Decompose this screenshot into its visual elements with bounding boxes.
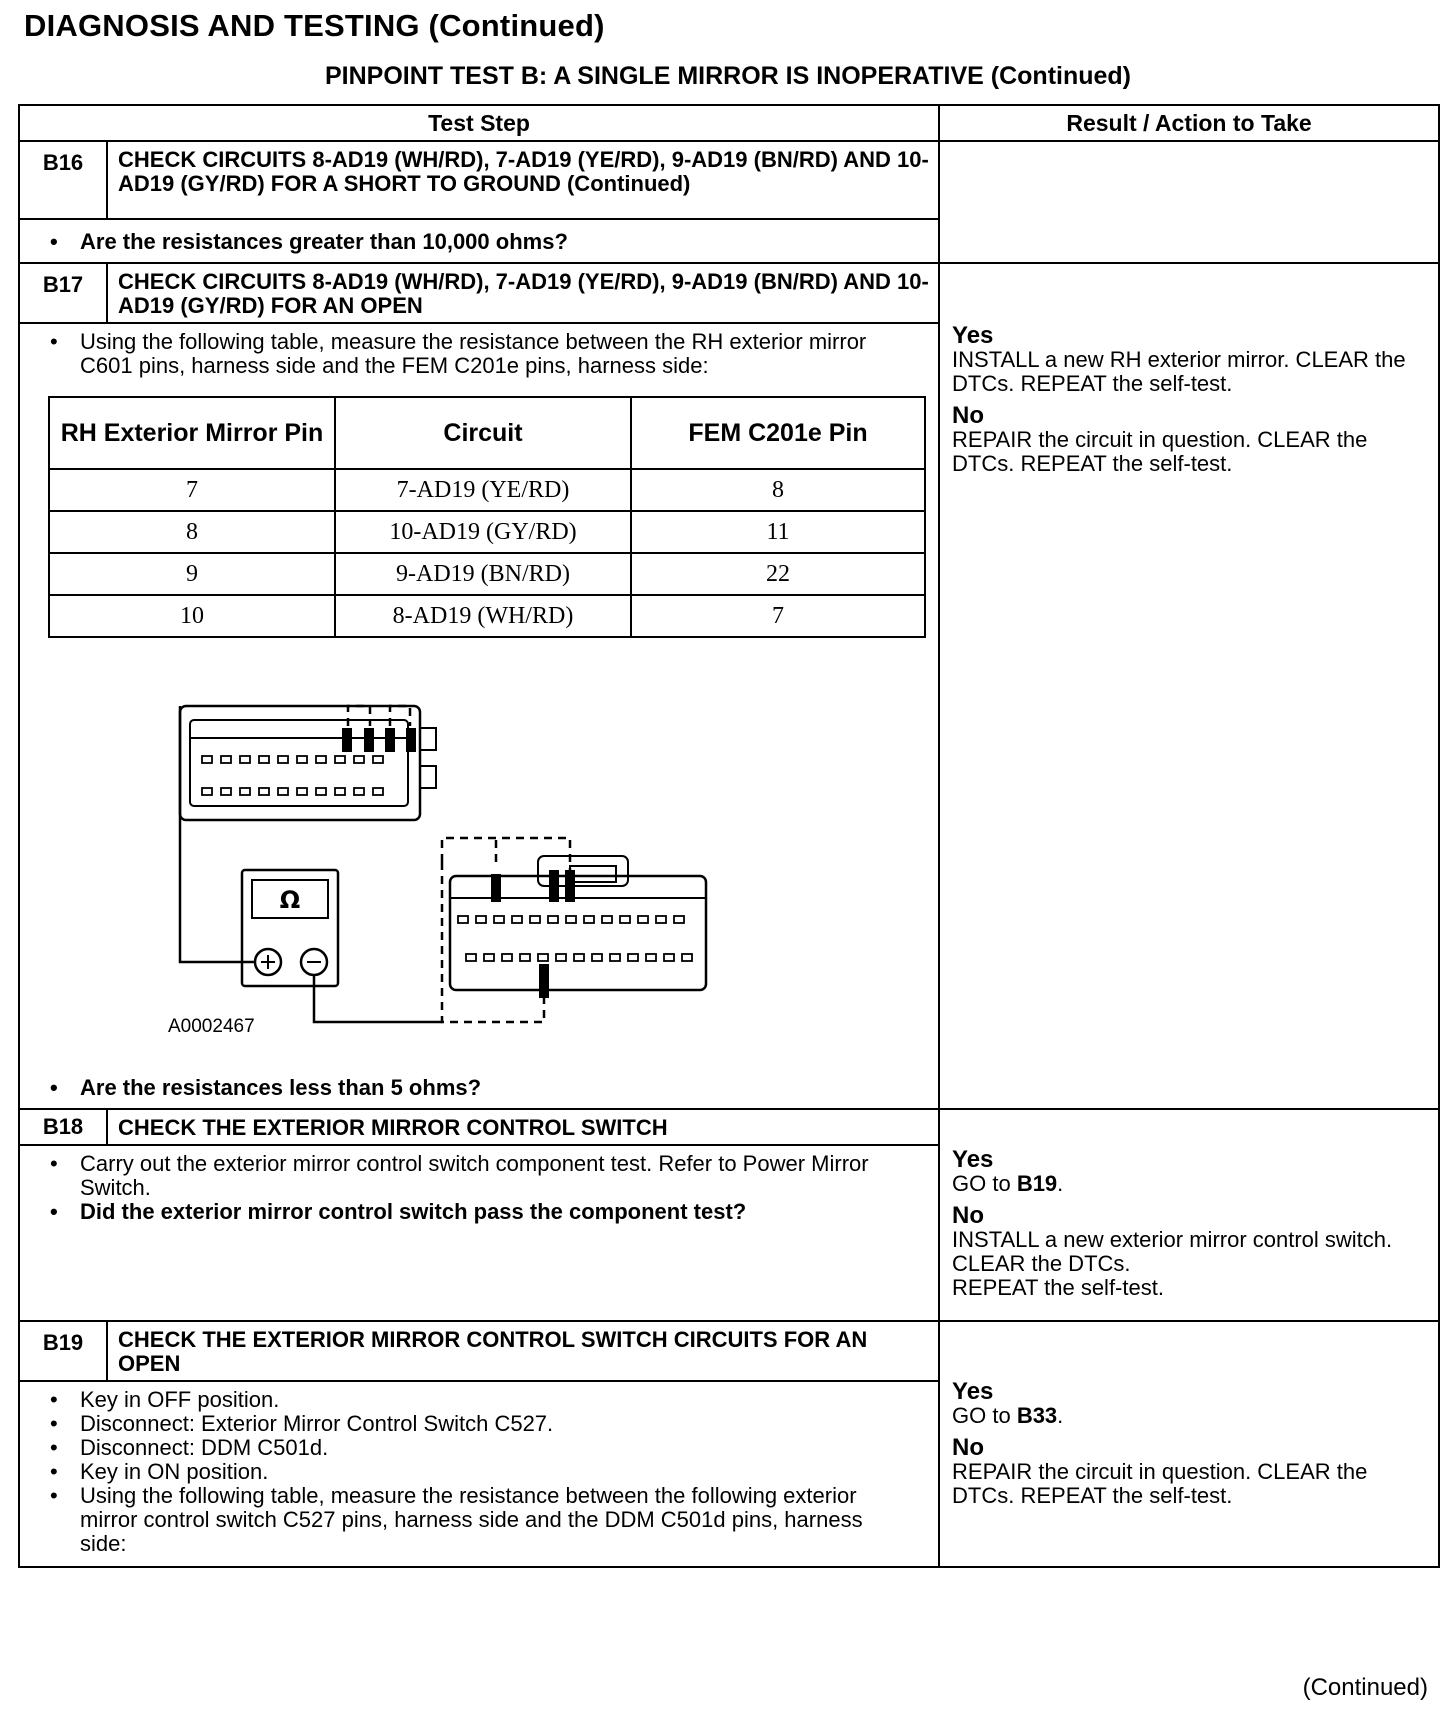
result-cell-b19 bbox=[939, 1321, 1439, 1567]
meter-ohm-symbol: Ω bbox=[279, 886, 301, 914]
b19-yes-action bbox=[952, 1404, 1428, 1428]
b17-yes-action: INSTALL a new RH exterior mirror. CLEAR the DTCs. REPEAT the self-test. bbox=[952, 347, 1406, 396]
table-row bbox=[49, 553, 925, 595]
step-id-b19: B19 bbox=[19, 1321, 107, 1381]
page-heading: DIAGNOSIS AND TESTING (Continued) bbox=[24, 8, 605, 43]
step-body-b19 bbox=[19, 1381, 939, 1567]
step-id-b16: B16 bbox=[19, 141, 107, 219]
b18-step-1: • Carry out the exterior mirror control switch component test. Refer to Power Mirror Switch. bbox=[30, 1152, 888, 1200]
b17-instruction: • Using the following table, measure the resistance between the RH exterior mirror C601 pins, harness side and the FEM C201e pins, harness side: bbox=[30, 330, 888, 378]
fem-pin-row-lower bbox=[466, 954, 692, 961]
b19-step-2: • Disconnect: Exterior Mirror Control Switch C527. bbox=[30, 1412, 888, 1436]
step-body-b18 bbox=[19, 1145, 939, 1321]
mirror-probes bbox=[342, 728, 416, 752]
b17-no-action: REPAIR the circuit in question. CLEAR the DTCs. REPEAT the self-test. bbox=[952, 427, 1368, 476]
mirror-pin-row-upper bbox=[202, 756, 383, 763]
mirror-probe-leads bbox=[348, 706, 410, 726]
b18-title-row bbox=[19, 1109, 1439, 1145]
circuit: 7-AD19 (YE/RD) bbox=[335, 469, 631, 511]
meter-plus-lead bbox=[180, 706, 255, 962]
step-title-b19: CHECK THE EXTERIOR MIRROR CONTROL SWITCH CIRCUITS FOR AN OPEN bbox=[107, 1321, 939, 1381]
result-cell-b17 bbox=[939, 263, 1439, 1109]
b19-step-4: • Key in ON position. bbox=[30, 1460, 888, 1484]
b17-yes-label: Yes bbox=[952, 322, 994, 349]
table-header-row bbox=[19, 105, 1439, 141]
circuit: 8-AD19 (WH/RD) bbox=[335, 595, 631, 637]
fem-pin: 22 bbox=[631, 553, 925, 595]
b18-yes-prefix: GO to bbox=[952, 1171, 1017, 1196]
mirror-pin: 7 bbox=[49, 469, 335, 511]
fem-pin: 11 bbox=[631, 511, 925, 553]
step-id-b17: B17 bbox=[19, 263, 107, 323]
pin-table-header bbox=[49, 397, 925, 469]
b16-title-row bbox=[19, 141, 1439, 219]
circuit: 9-AD19 (BN/RD) bbox=[335, 553, 631, 595]
b18-no-label: No bbox=[952, 1202, 985, 1229]
result-cell-b18 bbox=[939, 1109, 1439, 1321]
pinpoint-test-title: PINPOINT TEST B: A SINGLE MIRROR IS INOPERATIVE (Continued) bbox=[324, 62, 1132, 90]
b19-yes-prefix: GO to bbox=[952, 1403, 1017, 1428]
meter-minus-lead bbox=[314, 975, 442, 1022]
b19-yes-target: B33 bbox=[1016, 1403, 1058, 1428]
table-row bbox=[49, 469, 925, 511]
step-id-b18: B18 bbox=[19, 1109, 107, 1145]
step-body-b17 bbox=[19, 323, 939, 1109]
b18-yes-label: Yes bbox=[952, 1146, 994, 1173]
b18-yes-suffix: . bbox=[1057, 1171, 1064, 1196]
mirror-pin-row-lower bbox=[202, 788, 383, 795]
b18-yes-target: B19 bbox=[1016, 1171, 1058, 1196]
b17-title-row bbox=[19, 263, 1439, 323]
pin-header-circuit: Circuit bbox=[335, 397, 631, 469]
b19-step-3: • Disconnect: DDM C501d. bbox=[30, 1436, 888, 1460]
fem-pin-row-upper bbox=[458, 916, 684, 923]
b19-title-row bbox=[19, 1321, 1439, 1381]
step-title-b18: CHECK THE EXTERIOR MIRROR CONTROL SWITCH bbox=[107, 1109, 939, 1145]
b18-yes-action bbox=[952, 1172, 1428, 1196]
b17-no-label: No bbox=[952, 402, 985, 429]
fem-probe-leads bbox=[442, 838, 570, 1022]
header-test-step: Test Step bbox=[19, 105, 939, 141]
mirror-pin: 10 bbox=[49, 595, 335, 637]
b19-no-action: REPAIR the circuit in question. CLEAR the DTCs. REPEAT the self-test. bbox=[952, 1459, 1368, 1508]
fem-connector-body bbox=[450, 876, 706, 990]
step-body-b16 bbox=[19, 219, 939, 263]
b19-step-1: • Key in OFF position. bbox=[30, 1388, 888, 1412]
pin-table bbox=[48, 396, 926, 638]
b19-yes-suffix: . bbox=[1057, 1403, 1064, 1428]
b18-question: • Did the exterior mirror control switch pass the component test? bbox=[30, 1200, 888, 1224]
test-table bbox=[18, 104, 1440, 1568]
table-row bbox=[49, 511, 925, 553]
pin-header-fem: FEM C201e Pin bbox=[631, 397, 925, 469]
header-result: Result / Action to Take bbox=[939, 105, 1439, 141]
figure-label: A0002467 bbox=[168, 1016, 255, 1037]
b18-no-action-2: REPEAT the self-test. bbox=[952, 1275, 1164, 1300]
fem-pin: 8 bbox=[631, 469, 925, 511]
mirror-pin: 9 bbox=[49, 553, 335, 595]
fem-probes bbox=[491, 870, 575, 998]
result-cell-b16 bbox=[939, 141, 1439, 263]
circuit: 10-AD19 (GY/RD) bbox=[335, 511, 631, 553]
mirror-pin: 8 bbox=[49, 511, 335, 553]
b19-yes-label: Yes bbox=[952, 1378, 994, 1405]
pin-header-mirror: RH Exterior Mirror Pin bbox=[49, 397, 335, 469]
table-row bbox=[49, 595, 925, 637]
b18-no-action-1: INSTALL a new exterior mirror control switch. CLEAR the DTCs. bbox=[952, 1227, 1393, 1276]
b16-question: • Are the resistances greater than 10,000 ohms? bbox=[30, 230, 928, 254]
wiring-diagram bbox=[30, 666, 730, 1066]
step-title-b16: CHECK CIRCUITS 8-AD19 (WH/RD), 7-AD19 (YE/RD), 9-AD19 (BN/RD) AND 10-AD19 (GY/RD) FOR A SHORT TO GROUND (Continued) bbox=[107, 141, 939, 219]
b17-question: • Are the resistances less than 5 ohms? bbox=[30, 1076, 928, 1100]
step-title-b17: CHECK CIRCUITS 8-AD19 (WH/RD), 7-AD19 (YE/RD), 9-AD19 (BN/RD) AND 10-AD19 (GY/RD) FOR AN OPEN bbox=[107, 263, 939, 323]
fem-pin: 7 bbox=[631, 595, 925, 637]
b19-no-label: No bbox=[952, 1434, 985, 1461]
b19-step-5: • Using the following table, measure the resistance between the following exterior mirror control switch C527 pins, harness side and the DDM C501d pins, harness side: bbox=[30, 1484, 888, 1556]
continued-footer: (Continued) bbox=[1302, 1674, 1428, 1701]
